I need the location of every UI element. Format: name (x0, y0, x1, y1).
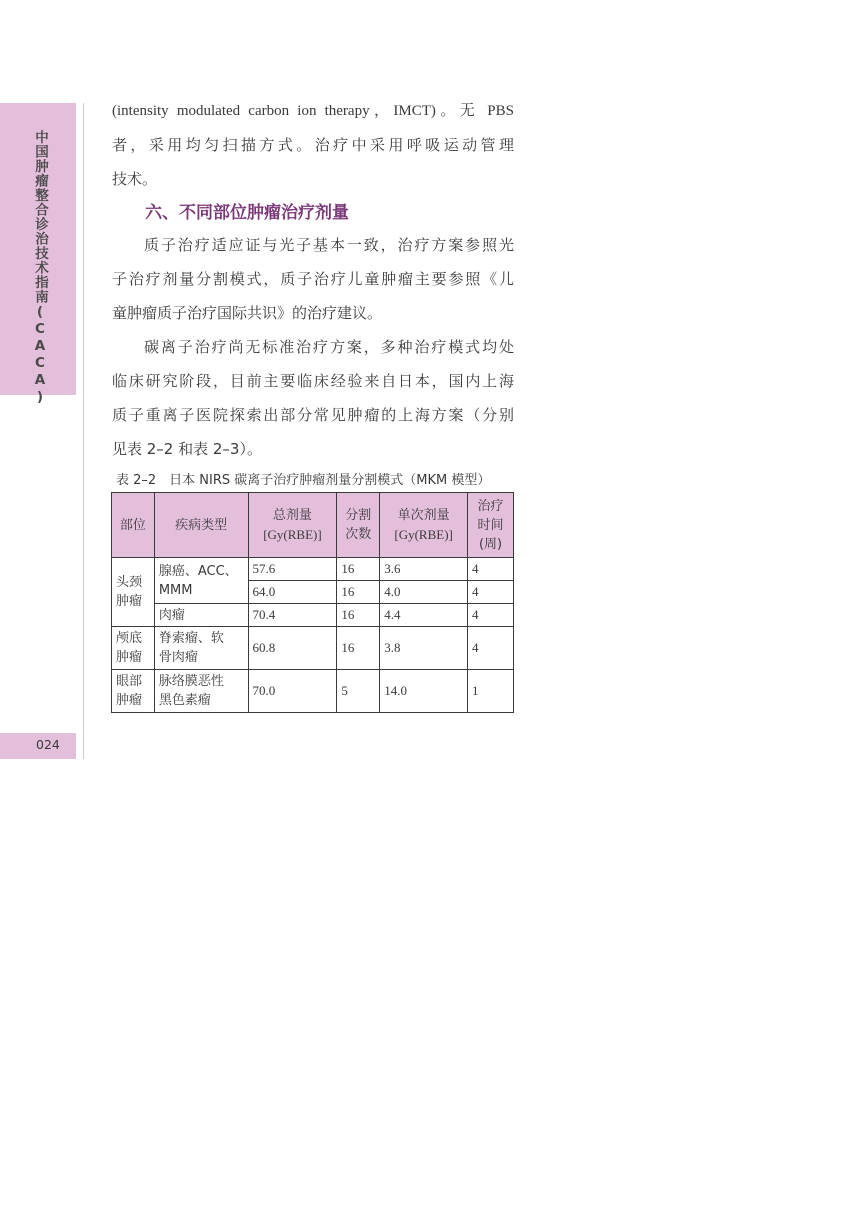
cell-single: 3.6 (380, 558, 468, 581)
cell-disease: 肉瘤 (154, 604, 248, 627)
cell-fractions: 5 (337, 670, 380, 713)
text-line: 质子治疗适应证与光子基本一致，治疗方案参照光 (144, 236, 514, 254)
header-single-dose: 单次剂量 [Gy(RBE)] (380, 493, 468, 558)
header-fractions: 分割 次数 (337, 493, 380, 558)
paragraph-1 (112, 228, 514, 330)
cell-fractions: 16 (337, 604, 380, 627)
cell-weeks: 4 (468, 558, 514, 581)
cell-total: 57.6 (248, 558, 337, 581)
cell-single: 14.0 (380, 670, 468, 713)
cell-disease: 脊索瘤、软 骨肉瘤 (154, 627, 248, 670)
paragraph-2 (112, 330, 514, 466)
cell-weeks: 4 (468, 581, 514, 604)
book-title: 中国肿瘤整合诊治技术指南(CACA) (32, 130, 48, 406)
text-line: 临床研究阶段，目前主要临床经验来自日本，国内上海 (112, 372, 514, 390)
section-heading: 六、不同部位肿瘤治疗剂量 (145, 203, 349, 223)
text-line: 见表 2–2 和表 2–3）。 (112, 440, 262, 458)
cell-total: 60.8 (248, 627, 337, 670)
body-text-top (112, 94, 514, 196)
text-line: 子治疗剂量分割模式，质子治疗儿童肿瘤主要参照《儿 (112, 270, 514, 288)
page-number: 024 (36, 737, 60, 752)
header-disease: 疾病类型 (154, 493, 248, 558)
table-row (112, 558, 514, 581)
text-line: 质子重离子医院探索出部分常见肿瘤的上海方案（分别 (112, 406, 514, 424)
cell-disease: 腺癌、ACC、 MMM (154, 558, 248, 604)
table-row (112, 604, 514, 627)
table-row (112, 670, 514, 713)
text-line: 童肿瘤质子治疗国际共识》的治疗建议。 (112, 304, 383, 322)
header-weeks: 治疗 时间 (周) (468, 493, 514, 558)
cell-fractions: 16 (337, 581, 380, 604)
cell-total: 70.4 (248, 604, 337, 627)
header-site: 部位 (112, 493, 155, 558)
table-row (112, 627, 514, 670)
cell-single: 3.8 (380, 627, 468, 670)
dose-table (111, 492, 514, 713)
text-line: (intensity modulated carbon ion therapy，IMCT)。无 PBS (112, 103, 514, 119)
cell-single: 4.0 (380, 581, 468, 604)
cell-site: 颅底 肿瘤 (112, 627, 155, 670)
table-header-row (112, 493, 514, 558)
cell-site: 头颈 肿瘤 (112, 558, 155, 627)
cell-total: 70.0 (248, 670, 337, 713)
cell-disease: 脉络膜恶性 黑色素瘤 (154, 670, 248, 713)
cell-weeks: 4 (468, 627, 514, 670)
cell-fractions: 16 (337, 627, 380, 670)
text-line: 碳离子治疗尚无标准治疗方案，多种治疗模式均处 (144, 338, 514, 356)
header-total-dose: 总剂量 [Gy(RBE)] (248, 493, 337, 558)
cell-site: 眼部 肿瘤 (112, 670, 155, 713)
text-line: 者，采用均匀扫描方式。治疗中采用呼吸运动管理 (112, 136, 514, 154)
cell-weeks: 1 (468, 670, 514, 713)
table-caption: 表 2–2 日本 NIRS 碳离子治疗肿瘤剂量分割模式（MKM 模型） (116, 473, 491, 488)
cell-fractions: 16 (337, 558, 380, 581)
margin-divider (83, 103, 84, 759)
text-line: 技术。 (112, 170, 158, 188)
cell-weeks: 4 (468, 604, 514, 627)
cell-single: 4.4 (380, 604, 468, 627)
cell-total: 64.0 (248, 581, 337, 604)
